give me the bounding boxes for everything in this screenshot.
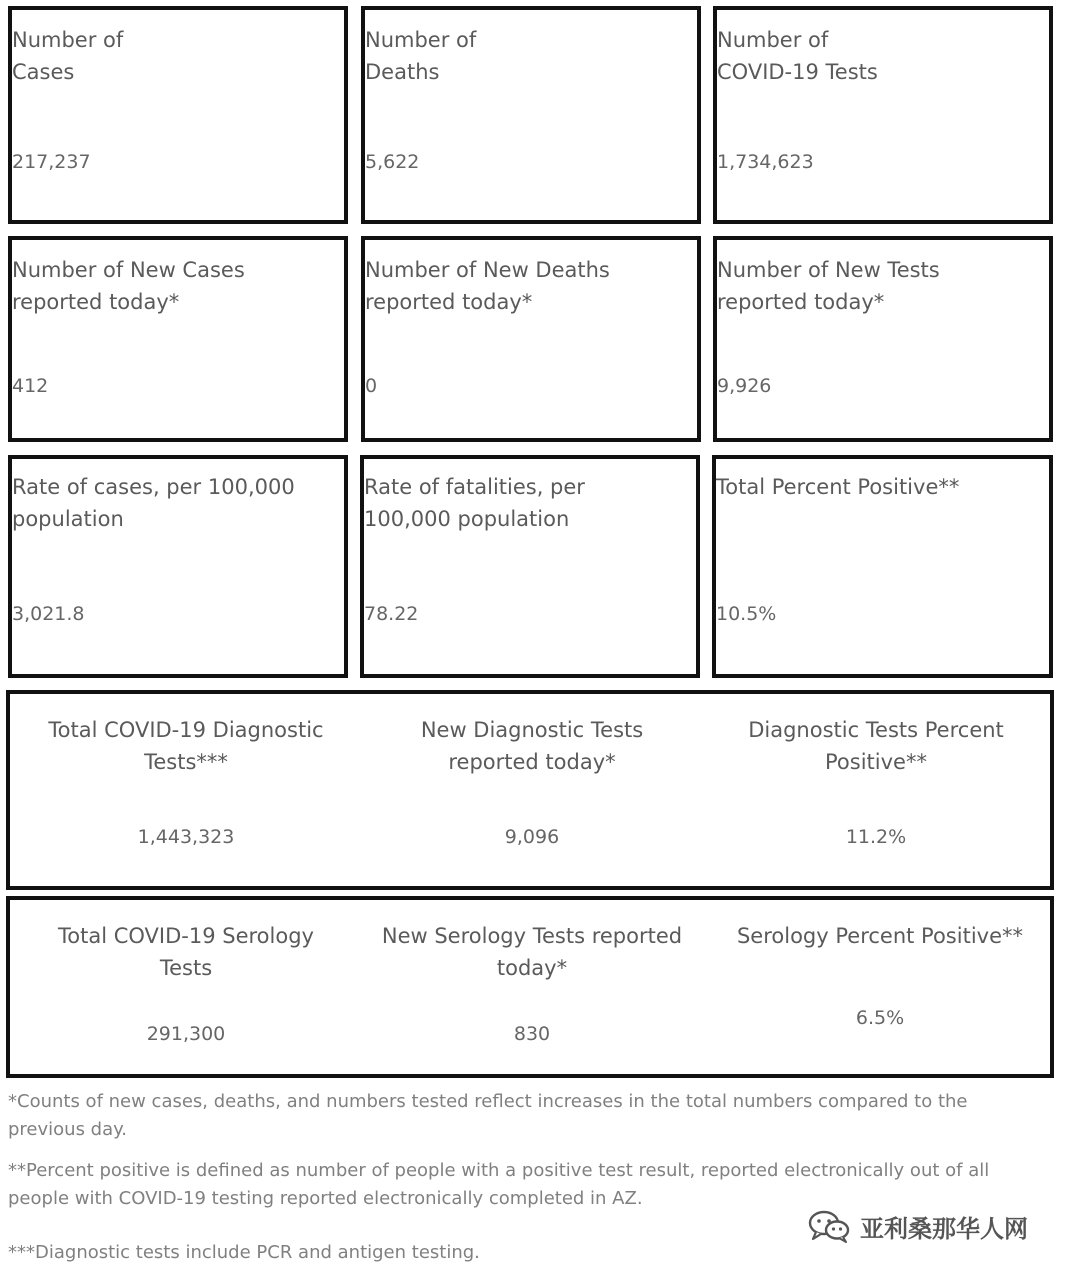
metric-label: Deaths xyxy=(365,60,440,84)
metric-value: 3,021.8 xyxy=(12,603,85,625)
metric-label: Number of New Tests xyxy=(717,258,940,282)
metric-value: 1,443,323 xyxy=(137,826,235,848)
metric-value: 1,734,623 xyxy=(717,151,814,173)
metric-label: Number of xyxy=(365,28,477,52)
metric-box-new-tests xyxy=(713,236,1053,442)
metric-label: Serology Percent Positive** xyxy=(736,924,1024,948)
metric-label: Rate of fatalities, per xyxy=(364,475,585,499)
serology-new-cell xyxy=(362,900,702,1074)
metric-box-deaths xyxy=(361,6,701,224)
metric-label: Number of New Cases xyxy=(12,258,245,282)
metric-label: reported today* xyxy=(12,290,180,314)
metric-box-fatality-rate xyxy=(360,455,700,678)
metric-value: 78.22 xyxy=(364,603,419,625)
footnote-new-counts xyxy=(8,1088,1038,1144)
metric-label: Number of New Deaths xyxy=(365,258,610,282)
metric-label: New Diagnostic Tests xyxy=(420,718,644,742)
metric-box-tests xyxy=(713,6,1053,224)
footnote-line: ***Diagnostic tests include PCR and antigen testing. xyxy=(8,1242,480,1263)
wechat-icon xyxy=(808,1209,852,1243)
metric-value: 412 xyxy=(12,375,49,397)
watermark-text: 亚利桑那华人网 xyxy=(860,1214,1028,1243)
metric-label: New Serology Tests reported xyxy=(381,924,683,948)
metric-value: 9,096 xyxy=(504,826,560,848)
serology-tests-box xyxy=(6,896,1054,1078)
serology-total-cell xyxy=(10,900,362,1074)
metric-value: 10.5% xyxy=(716,603,777,625)
footnote-percent-positive xyxy=(8,1157,1038,1213)
metric-value: 5,622 xyxy=(365,151,420,173)
metric-value: 830 xyxy=(513,1023,551,1045)
metric-value: 0 xyxy=(365,375,378,397)
footnote-line: people with COVID-19 testing reported electronically completed in AZ. xyxy=(8,1188,643,1209)
metric-label: reported today* xyxy=(448,750,616,774)
metric-label: Rate of cases, per 100,000 xyxy=(12,475,295,499)
metric-value: 11.2% xyxy=(845,826,907,848)
diagnostic-tests-box xyxy=(6,690,1054,890)
diagnostic-total-cell xyxy=(10,694,362,886)
metric-label: Number of xyxy=(12,28,124,52)
footnote-line: previous day. xyxy=(8,1119,127,1140)
metric-label: reported today* xyxy=(365,290,533,314)
metric-label: Tests xyxy=(159,956,213,980)
metric-label: 100,000 population xyxy=(364,507,570,531)
metric-value: 9,926 xyxy=(717,375,772,397)
metric-label: Tests*** xyxy=(144,750,228,774)
metric-label: Positive** xyxy=(825,750,927,774)
metric-label: reported today* xyxy=(717,290,885,314)
metric-box-cases xyxy=(8,6,348,224)
serology-percent-cell xyxy=(702,900,1058,1074)
metric-value: 6.5% xyxy=(855,1007,905,1029)
metric-box-case-rate xyxy=(8,455,348,678)
metric-box-new-deaths xyxy=(361,236,701,442)
footnote-line: *Counts of new cases, deaths, and numbers tested reflect increases in the total numbers compared to the xyxy=(8,1091,968,1112)
metric-label: Total COVID-19 Serology xyxy=(58,924,314,948)
metric-box-percent-positive xyxy=(712,455,1053,678)
diagnostic-new-cell xyxy=(362,694,702,886)
footnote-line: **Percent positive is defined as number of people with a positive test result, reported electronically out of all xyxy=(8,1160,990,1181)
metric-value: 291,300 xyxy=(146,1023,226,1045)
diagnostic-percent-cell xyxy=(702,694,1050,886)
metric-box-new-cases xyxy=(8,236,348,442)
metric-label: Total Percent Positive** xyxy=(716,475,960,499)
metric-label: Cases xyxy=(12,60,75,84)
metric-label: Total COVID-19 Diagnostic xyxy=(48,718,324,742)
metric-label: Diagnostic Tests Percent xyxy=(748,718,1004,742)
metric-label: today* xyxy=(496,956,568,980)
watermark xyxy=(808,1206,1028,1246)
metric-label: COVID-19 Tests xyxy=(717,60,878,84)
metric-label: population xyxy=(12,507,124,531)
metric-value: 217,237 xyxy=(12,151,91,173)
metric-label: Number of xyxy=(717,28,829,52)
